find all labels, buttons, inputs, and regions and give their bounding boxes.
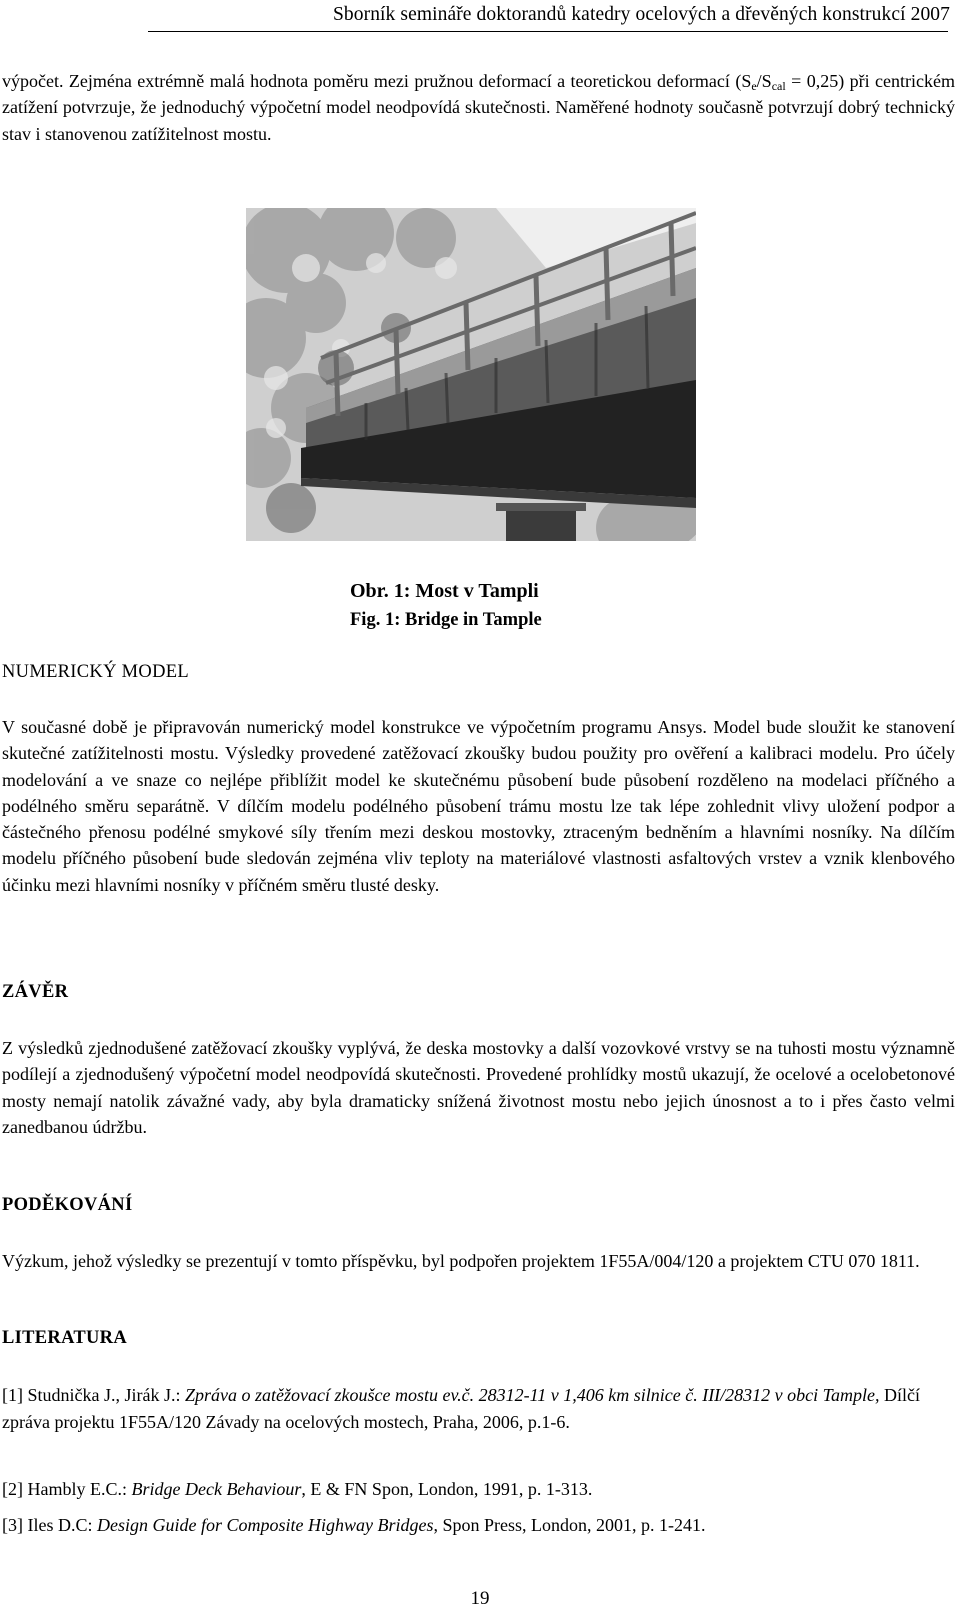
intro-paragraph: výpočet. Zejména extrémně malá hodnota poměru mezi pružnou deformací a teoretickou deformací $(S_e/S_{cal} = 0,25)$ při centrickém zatížení potvrzuje, že jednoduchý výpočetní model neodpovídá skutečnosti. Naměřené hodnoty současně potvrzují dobrý technický stav i stanovenou zatížitelnost mostu.: [2, 71, 955, 144]
acknowledgement-paragraph: Výzkum, jehož výsledky se prezentují v tomto příspěvku, byl podpořen projektem 1F55A/004/120 a projektem CTU 070 1811.: [2, 1251, 920, 1271]
running-header: Sborník semináře doktorandů katedry ocelových a dřevěných konstrukcí 2007: [332, 4, 950, 25]
reference-item: [3] Iles D.C: Design Guide for Composite Highway Bridges, Spon Press, London, 2001, p. 1-241.: [2, 1515, 706, 1535]
numeric-model-heading: NUMERICKÝ MODEL: [2, 662, 189, 682]
conclusion-paragraph: Z výsledků zjednodušené zatěžovací zkoušky vyplývá, že deska mostovky a další vozovkové vrstvy se na tuhosti mostu významně podílejí a zjednodušený výpočetní model neodpovídá skutečnosti. Provedené prohlídky mostů ukazují, že ocelové a ocelobetonové mosty nemají natolik závažné vady, aby byla dramaticky snížená životnost mostu nebo jejich únosnost a to i přes často velmi zanedbanou údržbu.: [2, 1038, 955, 1137]
conclusion-heading: ZÁVĚR: [2, 982, 69, 1002]
page-number: 19: [470, 1588, 490, 1609]
reference-item: [2] Hambly E.C.: Bridge Deck Behaviour, E & FN Spon, London, 1991, p. 1-313.: [2, 1479, 593, 1499]
figure-caption-en: Fig. 1: Bridge in Tample: [350, 610, 542, 630]
numeric-model-paragraph: V současné době je připravován numerický model konstrukce ve výpočetním programu Ansys. Model bude sloužit ke stanovení skutečné zatížitelnosti mostu. Výsledky provedené zatěžovací zkoušky budou použity pro ověření a kalibraci modelu. Pro účely modelování a ve snaze co nejlépe přiblížit model ke skutečnému působení bude působení rozděleno na modelaci příčného a podélného směru separátně. V dílčím modelu podélného působení trámu mostu lze tak lépe zohlednit vlivy uložení podpor a částečného přenosu podélné smykové síly třením mezi deskou mostovky, ztraceným bedněním a hlavními nosníky. Na dílčím modelu příčného působení bude sledován zejména vliv teploty na materiálové vlastnosti asfaltových vrstev a vznik klenbového účinku mezi hlavními nosníky v příčném směru tlusté desky.: [2, 717, 955, 895]
header-rule: [148, 31, 948, 32]
figure-caption-cz: Obr. 1: Most v Tampli: [350, 580, 539, 602]
bridge-photo: [246, 208, 696, 541]
reference-item: [1] Studnička J., Jirák J.: Zpráva o zatěžovací zkoušce mostu ev.č. 28312-11 v 1,406 km silnice č. III/28312 v obci Tample, Dílčí zpráva projektu 1F55A/120 Závady na ocelových mostech, Praha, 2006, p.1-6.: [2, 1385, 921, 1432]
acknowledgement-heading: PODĚKOVÁNÍ: [2, 1195, 133, 1215]
literature-heading: LITERATURA: [2, 1328, 127, 1348]
